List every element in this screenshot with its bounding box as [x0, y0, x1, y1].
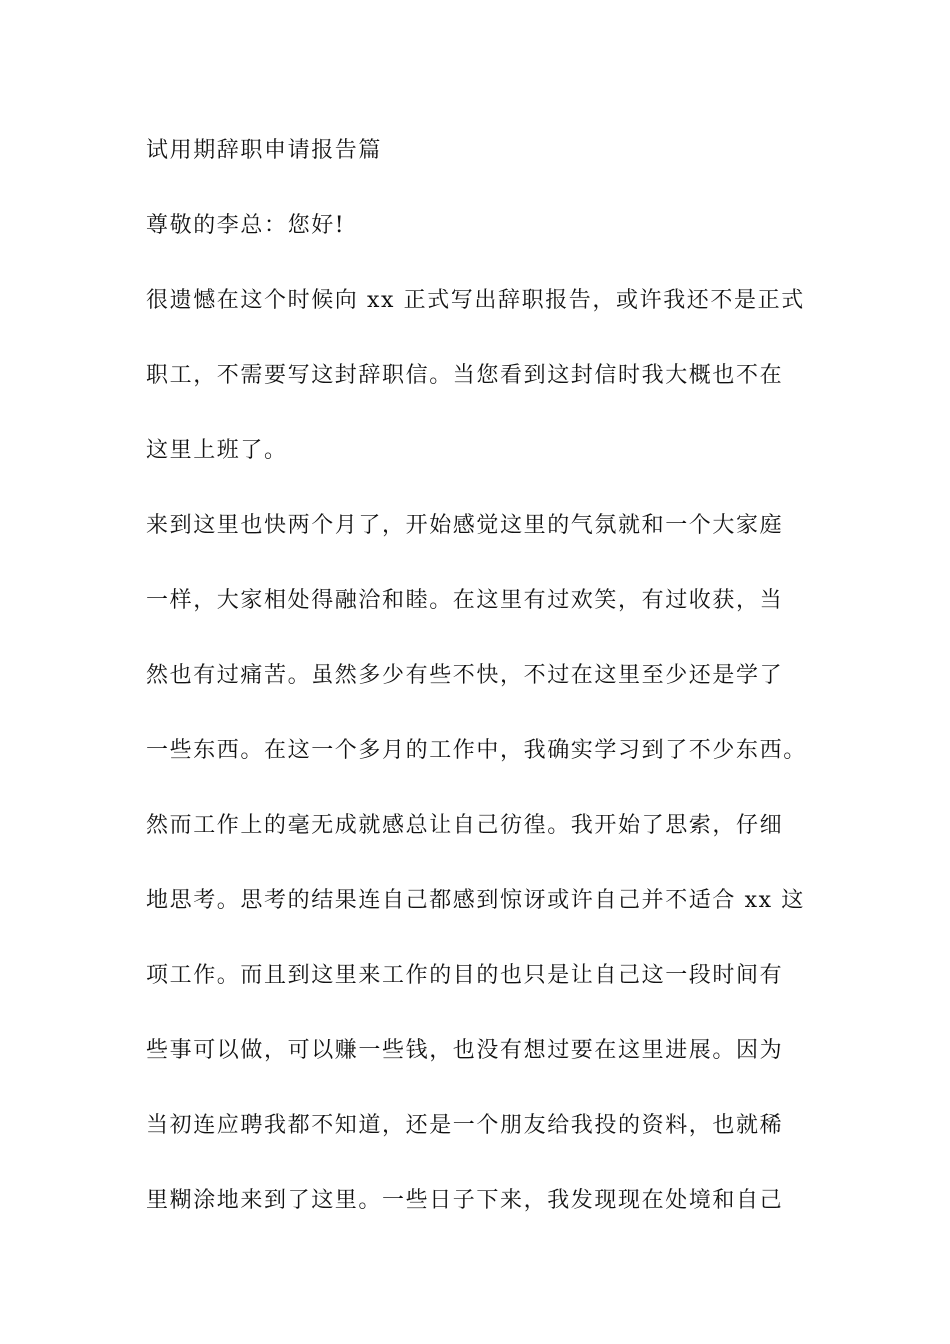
greeting-line: 尊敬的李总：您好! [146, 213, 346, 238]
paragraph2-line: 里糊涂地来到了这里。一些日子下来，我发现现在处境和自己 [146, 1188, 784, 1213]
paragraph2-line: 然也有过痛苦。虽然多少有些不快，不过在这里至少还是学了 [146, 663, 784, 688]
paragraph1-line: 这里上班了。 [146, 438, 288, 463]
paragraph2-line: 来到这里也快两个月了，开始感觉这里的气氛就和一个大家庭 [146, 513, 784, 538]
paragraph2-line: 一样，大家相处得融洽和睦。在这里有过欢笑，有过收获，当 [146, 588, 784, 613]
paragraph2-line: 些事可以做，可以赚一些钱，也没有想过要在这里进展。因为 [146, 1038, 784, 1063]
paragraph1-line: 职工，不需要写这封辞职信。当您看到这封信时我大概也不在 [146, 363, 784, 388]
paragraph2-line: 当初连应聘我都不知道，还是一个朋友给我投的资料，也就稀 [146, 1113, 784, 1138]
paragraph2-line: 然而工作上的毫无成就感总让自己彷徨。我开始了思索，仔细 [146, 813, 784, 838]
document-title: 试用期辞职申请报告篇 [146, 138, 383, 163]
paragraph1-line: 很遗憾在这个时候向 xx 正式写出辞职报告，或许我还不是正式 [146, 288, 805, 313]
paragraph2-line: 项工作。而且到这里来工作的目的也只是让自己这一段时间有 [146, 963, 784, 988]
paragraph2-line: 地思考。思考的结果连自己都感到惊讶或许自己并不适合 xx 这 [146, 888, 805, 913]
paragraph2-line: 一些东西。在这一个多月的工作中，我确实学习到了不少东西。 [146, 738, 807, 763]
